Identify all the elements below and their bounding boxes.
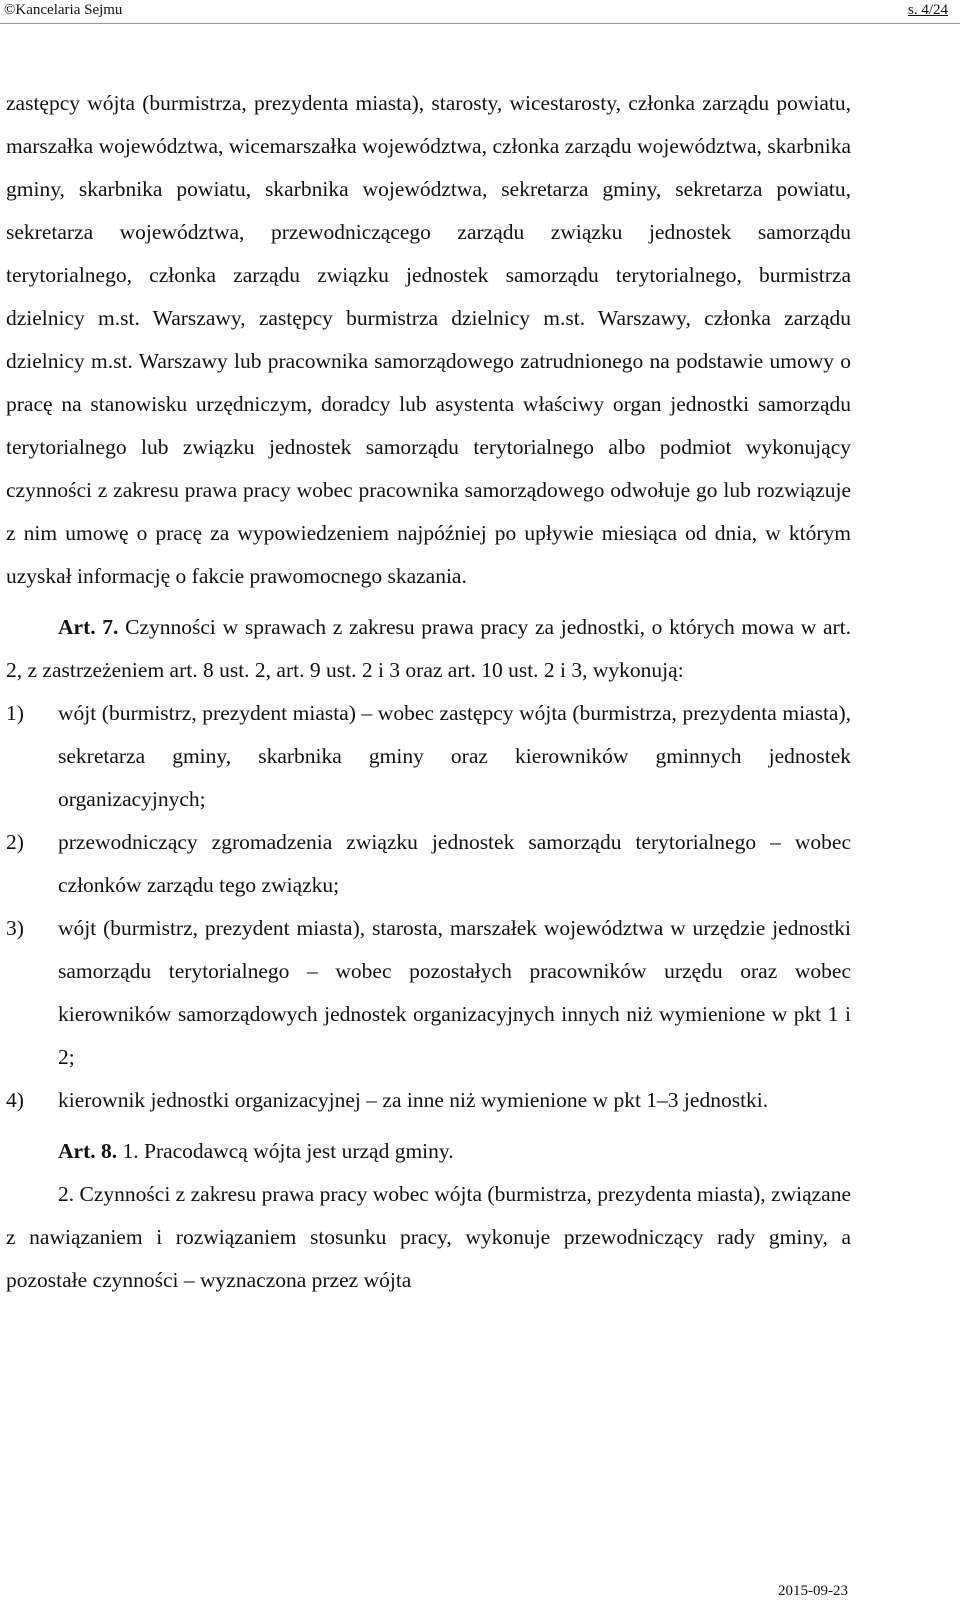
header-page-number[interactable]: [908, 0, 948, 20]
art8-label: Art. 8.: [58, 1139, 118, 1163]
footer-date: 2015-09-23: [778, 1583, 848, 1599]
list-item-text: wójt (burmistrz, prezydent miasta), starosta, marszałek województwa w urzędzie jednostki samorządu terytorialnego – wobec pozostałych pracowników urzędu oraz wobec kierowników samorządowych jednostek organizacyjnych innych niż wymienione w pkt 1 i 2;: [58, 916, 851, 1069]
list-item-number: 2): [6, 830, 24, 854]
list-item: [6, 907, 851, 1079]
header-divider: [0, 23, 960, 24]
list-item-text: wójt (burmistrz, prezydent miasta) – wobec zastępcy wójta (burmistrza, prezydenta miasta), sekretarza gminy, skarbnika gminy oraz kierowników gminnych jednostek organizacyjnych;: [58, 701, 851, 811]
art8-p1-text: 1. Pracodawcą wójta jest urząd gminy.: [122, 1139, 454, 1163]
list-item-number: 1): [6, 701, 24, 725]
art7-list: [6, 692, 851, 1122]
art7-text: Czynności w sprawach z zakresu prawa pracy za jednostki, o których mowa w art. 2, z zastrzeżeniem art. 8 ust. 2, art. 9 ust. 2 i 3 oraz art. 10 ust. 2 i 3, wykonują:: [6, 615, 852, 682]
header-source: ©Kancelaria Sejmu: [4, 2, 123, 18]
art7-label: Art. 7.: [58, 615, 119, 639]
list-item: [6, 1079, 851, 1122]
intro-paragraph: zastępcy wójta (burmistrza, prezydenta miasta), starosty, wicestarosty, członka zarządu powiatu, marszałka województwa, wicemarszałka województwa, członka zarządu województwa, skarbnika gminy, skarbnika powiatu, skarbnika województwa, sekretarza gminy, sekretarza powiatu, sekretarza województwa, przewodniczącego zarządu związku jednostek samorządu terytorialnego, członka zarządu związku jednostek samorządu terytorialnego, burmistrza dzielnicy m.st. Warszawy, zastępcy burmistrza dzielnicy m.st. Warszawy, członka zarządu dzielnicy m.st. Warszawy lub pracownika samorządowego zatrudnionego na podstawie umowy o pracę na stanowisku urzędniczym, doradcy lub asystenta właściwy organ jednostki samorządu terytorialnego lub związku jednostek samorządu terytorialnego albo podmiot wykonujący czynności z zakresu prawa pracy wobec pracownika samorządowego odwołuje go lub rozwiązuje z nim umowę o pracę za wypowiedzeniem najpóźniej po upływie miesiąca od dnia, w którym uzyskał informację o fakcie prawomocnego skazania.: [6, 91, 851, 588]
art8-paragraph-2: 2. Czynności z zakresu prawa pracy wobec wójta (burmistrza, prezydenta miasta), związane z nawiązaniem i rozwiązaniem stosunku pracy, wykonuje przewodniczący rady gminy, a pozostałe czynności – wyznaczona przez wójta: [6, 1182, 851, 1292]
list-item-text: przewodniczący zgromadzenia związku jednostek samorządu terytorialnego – wobec członków zarządu tego związku;: [58, 830, 851, 897]
list-item-number: 3): [6, 916, 24, 940]
list-item: [6, 692, 851, 821]
page-header: [0, 0, 960, 26]
art8-paragraph-1: [6, 1130, 851, 1173]
document-body: [6, 82, 851, 1302]
art7-intro: [6, 606, 851, 692]
list-item: [6, 821, 851, 907]
list-item-number: 4): [6, 1088, 24, 1112]
page-number-link[interactable]: s. 4/24: [907, 2, 948, 18]
list-item-text: kierownik jednostki organizacyjnej – za inne niż wymienione w pkt 1–3 jednostki.: [58, 1088, 769, 1112]
